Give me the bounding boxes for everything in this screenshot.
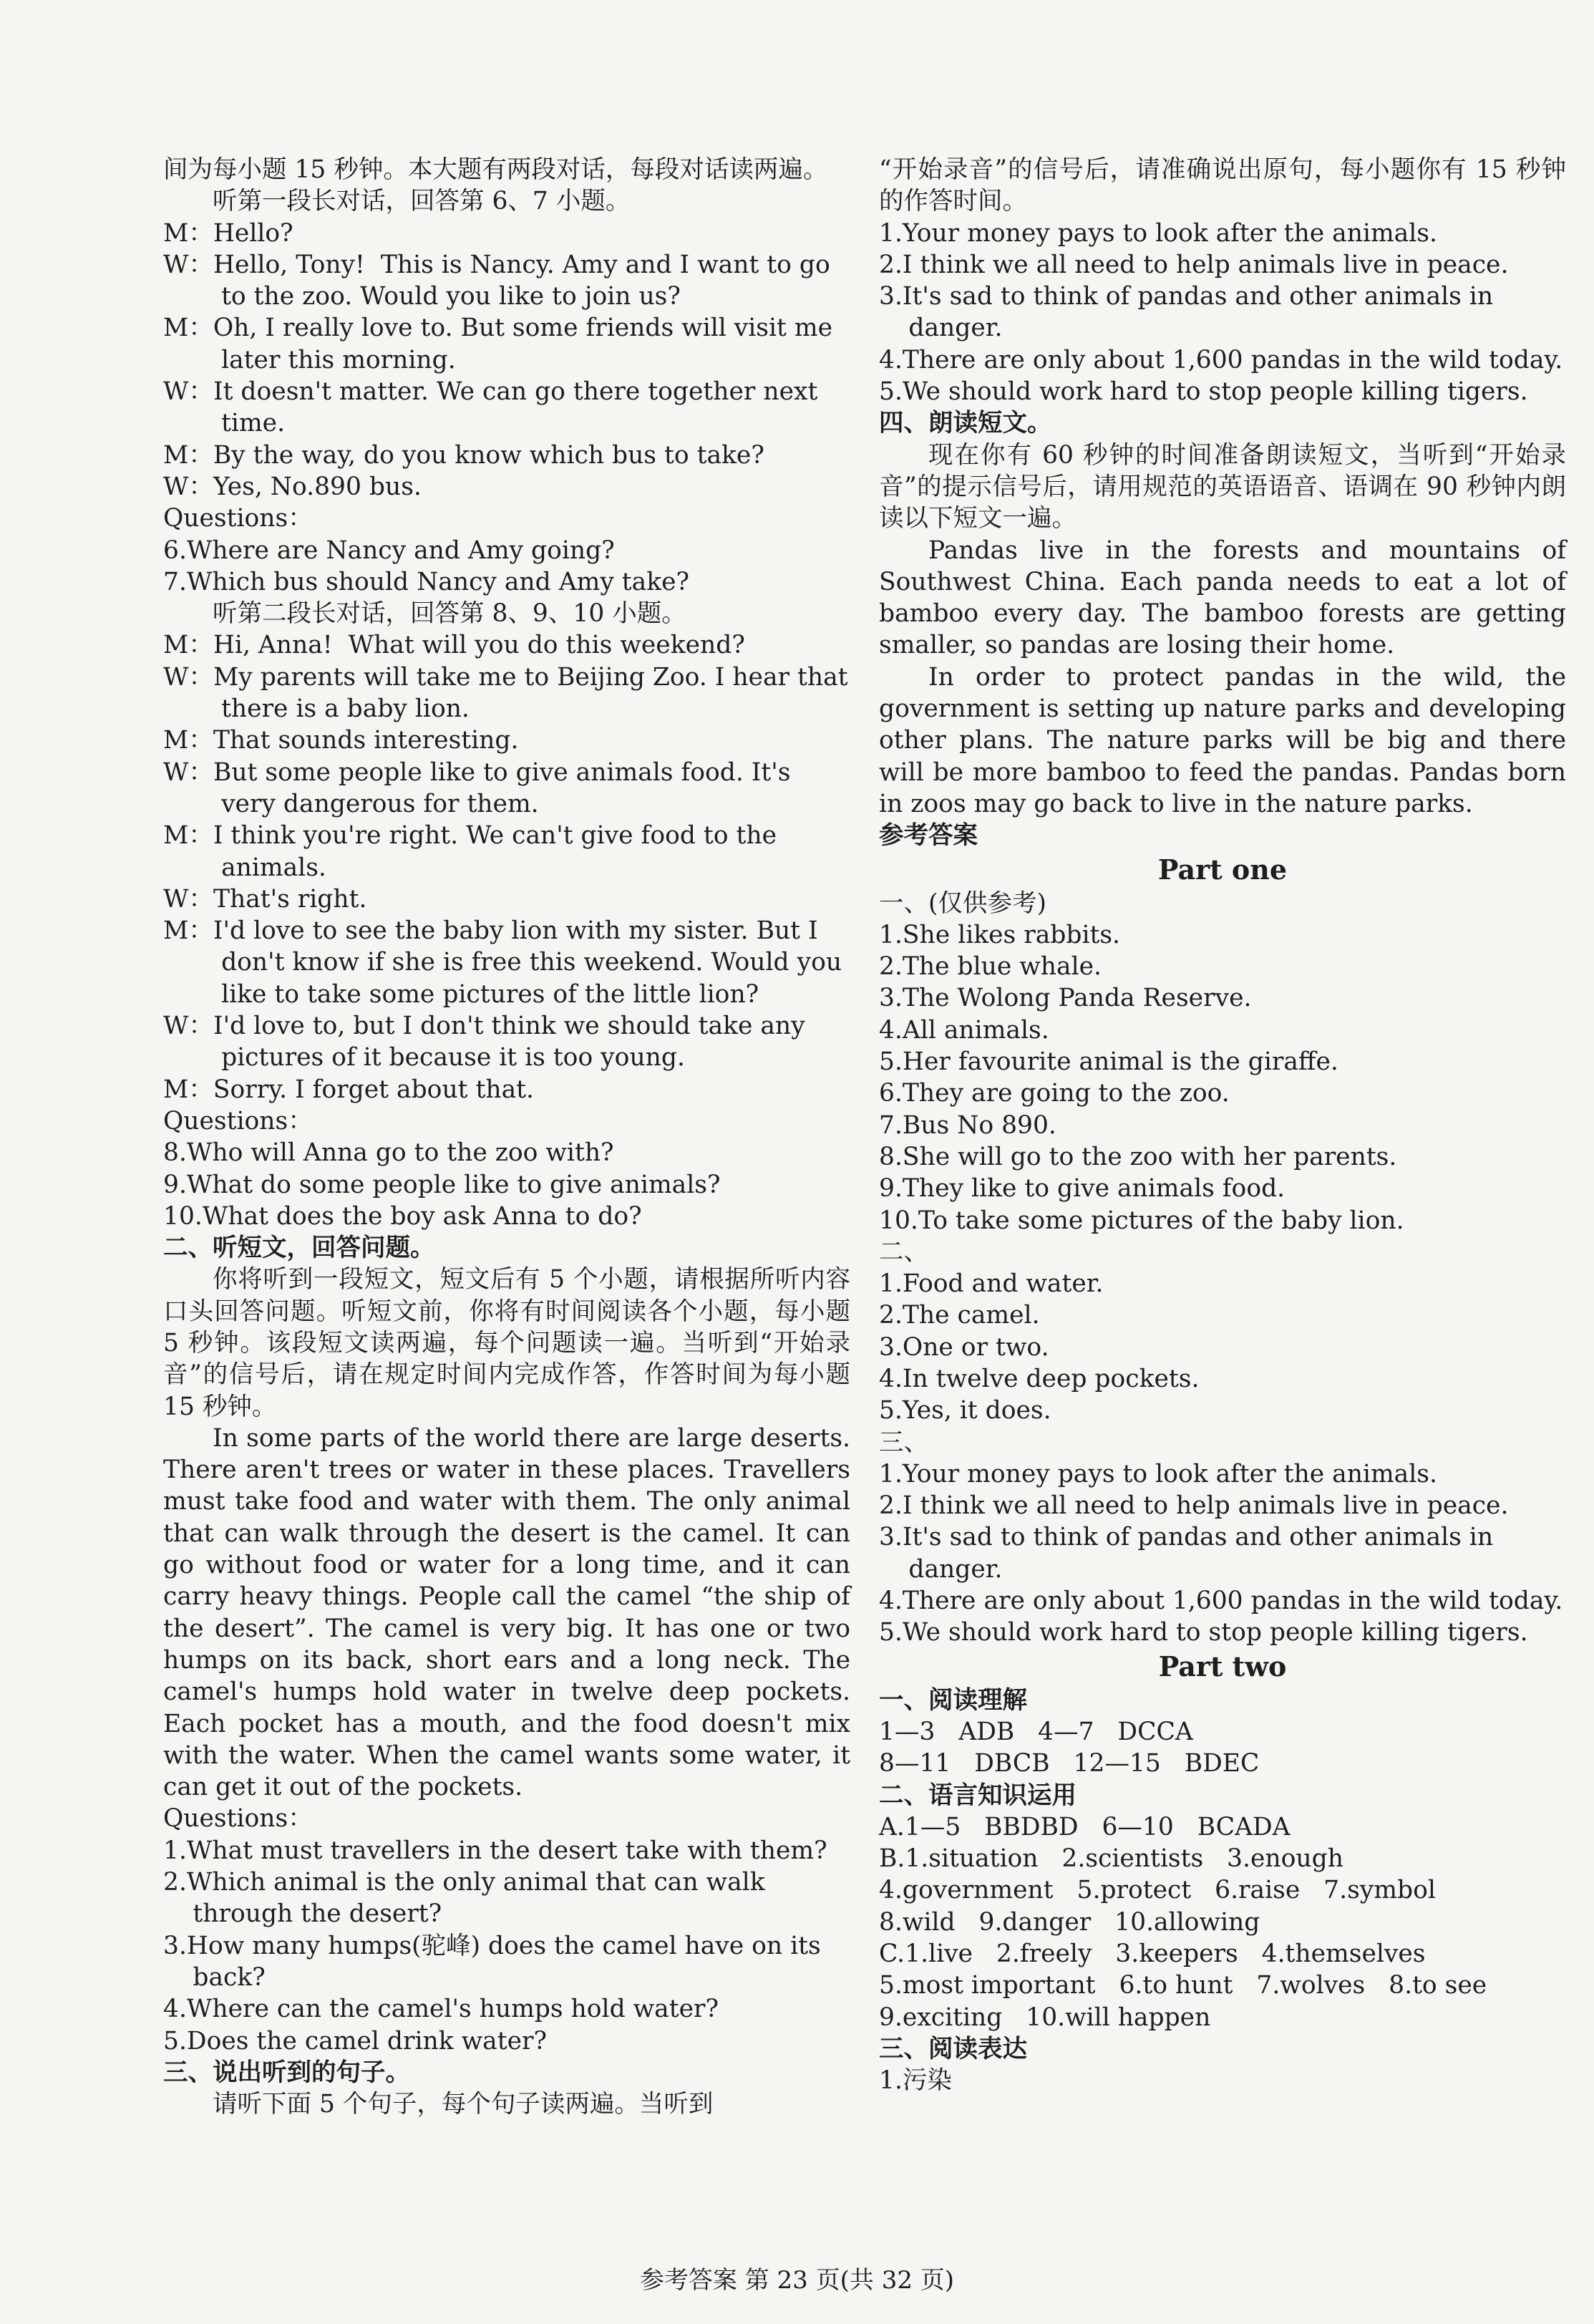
text-line: W：My parents will take me to Beijing Zoo. I hear that there is a baby lion.	[163, 662, 856, 724]
part-heading: Part one	[1157, 853, 1288, 886]
text-line: 4.government 5.protect 6.raise 7.symbol	[879, 1876, 1436, 1905]
text-line: 7.Bus No 890.	[879, 1110, 1056, 1140]
text-line: 3.It's sad to think of pandas and other animals in danger.	[879, 1523, 1502, 1584]
text-line: 5.We should work hard to stop people killing tigers.	[879, 1618, 1528, 1647]
page-footer: 参考答案 第 23 页(共 32 页)	[639, 2266, 955, 2295]
text-line: 4.Where can the camel's humps hold water?	[163, 1995, 719, 2024]
text-line: 8.Who will Anna go to the zoo with?	[163, 1138, 614, 1168]
text-line: M：I think you're right. We can't give food to the animals.	[163, 821, 784, 882]
text-line: 2.The camel.	[879, 1301, 1040, 1330]
section-heading: 四、朗读短文。	[879, 409, 1052, 438]
text-line: In order to protect pandas in the wild, the government is setting up nature parks and developing other plans. The nature parks will be big and there will be more bamboo to feed the pandas. Pandas born in zoos may go back to live in the nature parks.	[879, 662, 1574, 818]
text-line: M：Hello?	[163, 218, 293, 248]
text-line: 1.Food and water.	[879, 1269, 1104, 1299]
text-line: W：It doesn't matter. We can go there together next time.	[163, 377, 826, 438]
text-line: 1.What must travellers in the desert take with them?	[163, 1836, 827, 1865]
text-line: 1—3 ADB 4—7 DCCA	[879, 1717, 1193, 1746]
text-line: 9.exciting 10.will happen	[879, 2003, 1211, 2032]
text-line: 4.In twelve deep pockets.	[879, 1364, 1200, 1393]
text-line: Questions：	[163, 1804, 313, 1834]
text-line: In some parts of the world there are large deserts. There aren't trees or water in these places. Travellers must take food and water with them. The only animal that can walk through the desert is the camel. It can go without food or water for a long time, and it can carry heavy things. People call the camel “the ship of the desert”. The camel is very big. It has one or two humps on its back, short ears and a long neck. The camel's humps hold water in twelve deep pockets. Each pocket has a mouth, and the food doesn't mix with the water. When the camel wants some water, it can get it out of the pockets.	[163, 1423, 858, 1802]
text-line: W：I'd love to, but I don't think we should take any pictures of it because it is too young.	[163, 1012, 813, 1073]
text-line: 二、	[879, 1237, 928, 1267]
section-heading: 三、阅读表达	[879, 2034, 1027, 2063]
text-line: 4.All animals.	[879, 1015, 1049, 1045]
text-line: M：By the way, do you know which bus to take?	[163, 440, 764, 470]
text-line: 5.most important 6.to hunt 7.wolves 8.to see	[879, 1971, 1487, 2000]
text-line: W：Hello, Tony! This is Nancy. Amy and I want to go to the zoo. Would you like to join us?	[163, 250, 838, 311]
text-line: 1.She likes rabbits.	[879, 920, 1121, 949]
text-line: 4.There are only about 1,600 pandas in the wild today.	[879, 1587, 1563, 1616]
text-line: 2.Which animal is the only animal that can walk through the desert?	[163, 1868, 773, 1929]
text-line: Questions：	[163, 1106, 313, 1136]
text-line: 5.Does the camel drink water?	[163, 2026, 547, 2056]
section-heading: 一、阅读理解	[879, 1685, 1027, 1715]
text-line: 2.The blue whale.	[879, 952, 1102, 982]
text-line: 2.I think we all need to help animals live in peace.	[879, 1491, 1509, 1521]
text-line: 请听下面 5 个句子，每个句子读两遍。当听到	[213, 2090, 714, 2119]
text-line: 你将听到一段短文，短文后有 5 个小题，请根据所听内容口头回答问题。听短文前，你将有时间阅读各个小题，每小题 5 秒钟。该段短文读两遍，每个问题读一遍。当听到“开始录音”的信号后，请在规定时间内完成作答，作答时间为每小题 15 秒钟。	[163, 1265, 858, 1421]
text-line: W：That's right.	[163, 884, 367, 914]
text-line: 听第一段长对话，回答第 6、7 小题。	[213, 187, 631, 216]
text-line: 6.Where are Nancy and Amy going?	[163, 536, 615, 565]
text-line: 8.wild 9.danger 10.allowing	[879, 1907, 1260, 1937]
text-line: M：Sorry. I forget about that.	[163, 1075, 534, 1104]
text-line: 4.There are only about 1,600 pandas in the wild today.	[879, 345, 1563, 374]
text-line: 间为每小题 15 秒钟。本大题有两段对话，每段对话读两遍。	[163, 155, 828, 184]
text-line: “开始录音”的信号后，请准确说出原句，每小题你有 15 秒钟的作答时间。	[879, 155, 1566, 216]
text-line: 3.One or two.	[879, 1332, 1049, 1362]
text-line: 6.They are going to the zoo.	[879, 1079, 1230, 1108]
text-line: 1.Your money pays to look after the animals.	[879, 1459, 1437, 1488]
section-heading: 三、说出听到的句子。	[163, 2058, 410, 2087]
section-heading: 参考答案	[879, 821, 978, 851]
section-heading: 二、语言知识运用	[879, 1781, 1077, 1810]
text-line: 3.The Wolong Panda Reserve.	[879, 984, 1252, 1013]
text-line: 5.We should work hard to stop people killing tigers.	[879, 377, 1528, 407]
text-line: Pandas live in the forests and mountains of Southwest China. Each panda needs to eat a lot of bamboo every day. The bamboo forests are getting smaller, so pandas are losing their home.	[879, 536, 1574, 660]
text-line: C.1.live 2.freely 3.keepers 4.themselves	[879, 1940, 1426, 1969]
text-line: W：But some people like to give animals food. It's very dangerous for them.	[163, 757, 799, 818]
text-line: M：I'd love to see the baby lion with my sister. But I don't know if she is free this weekend. Would you like to take some pictures of the little lion?	[163, 916, 850, 1009]
text-line: A.1—5 BBDBD 6—10 BCADA	[879, 1812, 1291, 1841]
text-line: 听第二段长对话，回答第 8、9、10 小题。	[213, 599, 686, 629]
text-line: 9.What do some people like to give animals?	[163, 1170, 721, 1199]
text-line: 7.Which bus should Nancy and Amy take?	[163, 567, 690, 596]
text-line: M：Hi, Anna! What will you do this weekend?	[163, 631, 745, 660]
section-heading: 二、听短文，回答问题。	[163, 1234, 435, 1263]
text-line: 9.They like to give animals food.	[879, 1174, 1286, 1204]
text-line: 8.She will go to the zoo with her parents.	[879, 1142, 1397, 1171]
text-line: 8—11 DBCB 12—15 BDEC	[879, 1749, 1260, 1778]
text-line: 一、(仅供参考)	[879, 889, 1046, 918]
text-line: Questions：	[163, 504, 313, 533]
text-line: 1.Your money pays to look after the animals.	[879, 218, 1437, 248]
text-line: M：That sounds interesting.	[163, 726, 519, 755]
text-line: 现在你有 60 秒钟的时间准备朗读短文，当听到“开始录音”的提示信号后，请用规范的英语语音、语调在 90 秒钟内朗读以下短文一遍。	[879, 440, 1566, 533]
text-line: B.1.situation 2.scientists 3.enough	[879, 1844, 1343, 1874]
text-line: 10.To take some pictures of the baby lion.	[879, 1206, 1404, 1235]
text-line: 3.It's sad to think of pandas and other animals in danger.	[879, 282, 1502, 343]
text-line: 三、	[879, 1428, 928, 1457]
text-line: 3.How many humps(驼峰) does the camel have on its back?	[163, 1931, 829, 1992]
text-line: M：Oh, I really love to. But some friends will visit me later this morning.	[163, 314, 840, 374]
text-line: 2.I think we all need to help animals live in peace.	[879, 250, 1509, 279]
text-line: W：Yes, No.890 bus.	[163, 472, 422, 501]
text-line: 5.Yes, it does.	[879, 1396, 1051, 1425]
text-line: 1.污染	[879, 2066, 952, 2096]
left-column	[163, 154, 858, 2120]
text-line: 5.Her favourite animal is the giraffe.	[879, 1047, 1338, 1077]
right-column	[879, 154, 1574, 2097]
text-line: 10.What does the boy ask Anna to do?	[163, 1201, 642, 1231]
part-heading: Part two	[1158, 1650, 1287, 1683]
